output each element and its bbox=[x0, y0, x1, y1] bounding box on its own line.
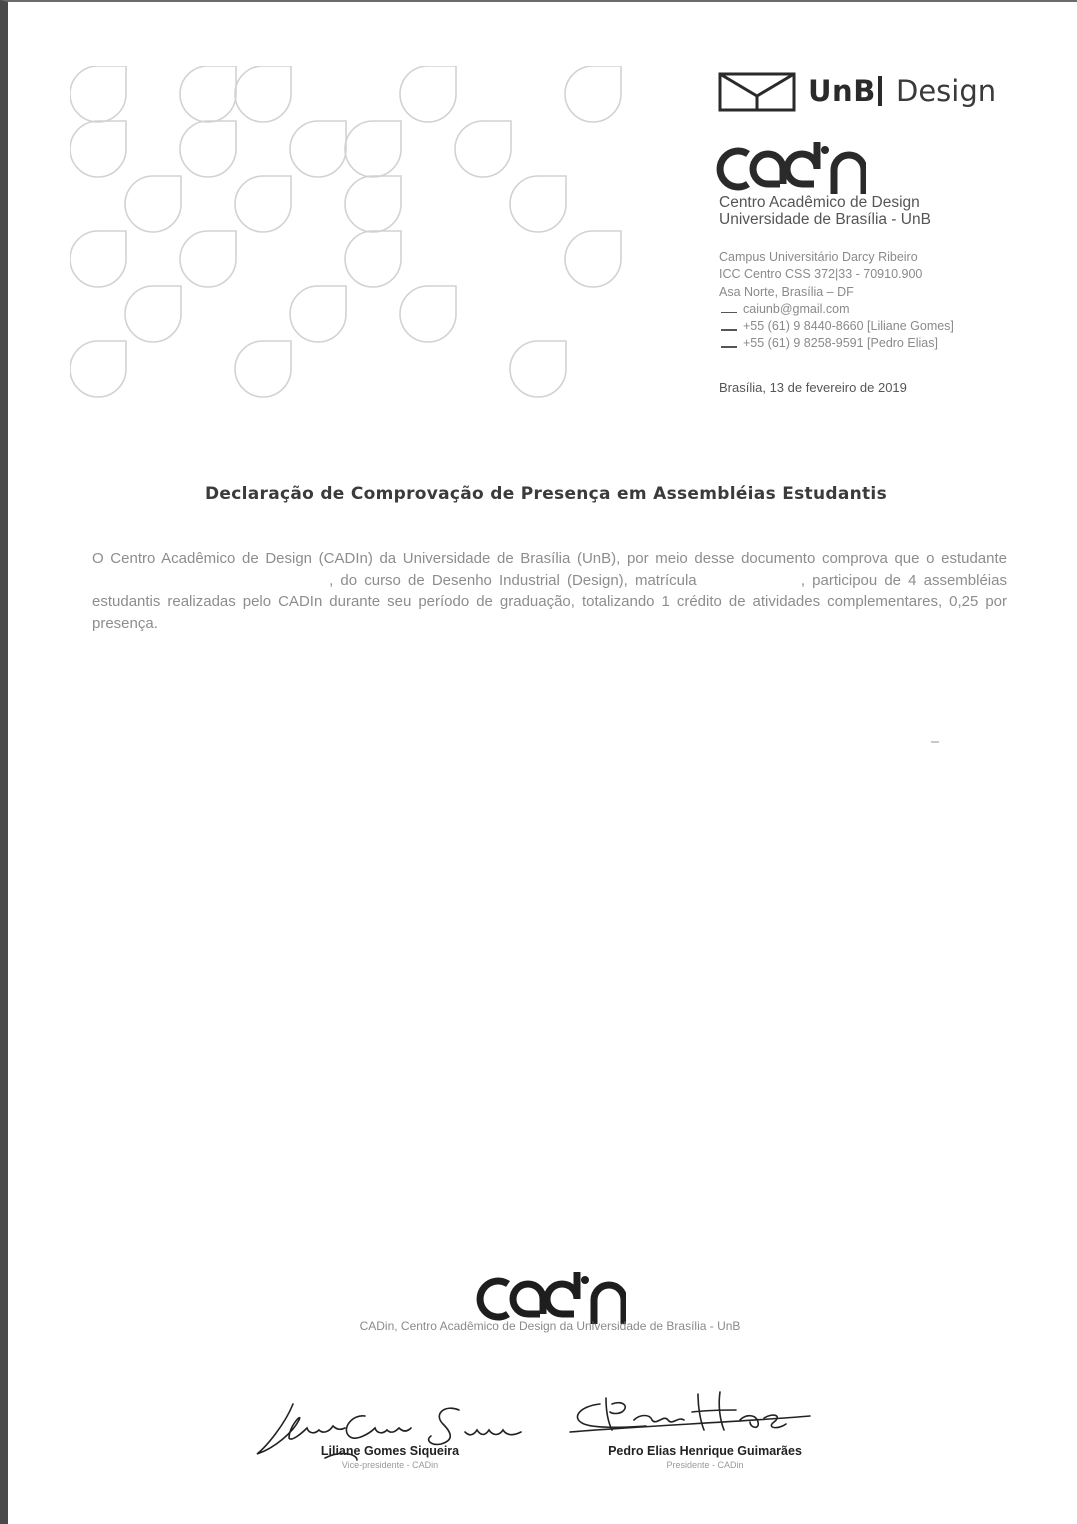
footer-cadin-logo bbox=[476, 1270, 626, 1324]
petal-shape bbox=[125, 286, 181, 342]
address-line3: Asa Norte, Brasília – DF bbox=[719, 284, 854, 299]
signature-block-pedro bbox=[560, 1384, 850, 1474]
petal-shape bbox=[510, 341, 566, 397]
body-part-2: , do curso de Desenho Industrial (Design), matrícula bbox=[329, 571, 697, 589]
petal-shape bbox=[345, 121, 401, 177]
petal-shape bbox=[180, 66, 236, 122]
petal-shape bbox=[455, 121, 511, 177]
unb-design-logo bbox=[718, 70, 1008, 114]
petal-shape bbox=[345, 176, 401, 232]
petal-shape bbox=[400, 286, 456, 342]
document-date: Brasília, 13 de fevereiro de 2019 bbox=[719, 380, 907, 395]
petal-shape bbox=[180, 121, 236, 177]
email-line: caiunb@gmail.com bbox=[719, 301, 954, 318]
petal-shape bbox=[70, 121, 126, 177]
signature-name-liliane: Liliane Gomes Siqueira bbox=[320, 1444, 460, 1458]
signature-name-pedro: Pedro Elias Henrique Guimarães bbox=[608, 1444, 802, 1458]
petal-shape bbox=[235, 341, 291, 397]
petal-shape bbox=[565, 66, 621, 122]
petal-shape bbox=[70, 231, 126, 287]
petal-shape bbox=[565, 231, 621, 287]
body-part-1: O Centro Acadêmico de Design (CADIn) da Universidade de Brasília (UnB), por meio desse documento comprova que o estudante bbox=[92, 550, 1007, 567]
petal-shape bbox=[290, 121, 346, 177]
address-block bbox=[719, 249, 954, 353]
petal-shape bbox=[235, 66, 291, 122]
signature-role-pedro: Presidente - CADin bbox=[666, 1460, 744, 1470]
organization-name-line2: Universidade de Brasília - UnB bbox=[719, 211, 931, 228]
petal-shape bbox=[70, 341, 126, 397]
petal-pattern-decoration bbox=[70, 66, 640, 416]
cadin-logo bbox=[716, 140, 866, 194]
unb-separator bbox=[878, 76, 882, 106]
document-title: Declaração de Comprovação de Presença em Assembléias Estudantis bbox=[205, 484, 887, 504]
organization-name-line1: Centro Acadêmico de Design bbox=[719, 194, 920, 211]
signature-block-liliane bbox=[245, 1384, 535, 1474]
organization-name bbox=[719, 194, 931, 228]
petal-shape bbox=[235, 176, 291, 232]
footer-caption: CADin, Centro Acadêmico de Design da Universidade de Brasília - UnB bbox=[359, 1319, 741, 1333]
unb-department: Design bbox=[896, 74, 997, 108]
petal-shape bbox=[345, 231, 401, 287]
unb-envelope-icon bbox=[718, 72, 796, 112]
petal-shape bbox=[180, 231, 236, 287]
petal-shape bbox=[70, 66, 126, 122]
phone-line-1: +55 (61) 9 8440-8660 [Liliane Gomes] bbox=[719, 318, 954, 335]
body-part-3: , participou de 4 assembléias estudantis realizadas pelo CADIn durante seu período de graduação, totalizando 1 crédito de atividades complementares, 0,25 por presença. bbox=[92, 571, 1007, 632]
petal-shape bbox=[290, 286, 346, 342]
petal-shape bbox=[400, 66, 456, 122]
petal-shape bbox=[510, 176, 566, 232]
petal-shape bbox=[125, 176, 181, 232]
signature-role-liliane: Vice-presidente - CADin bbox=[341, 1460, 439, 1470]
stray-mark bbox=[931, 741, 939, 743]
phone-line-2: +55 (61) 9 8258-9591 [Pedro Elias] bbox=[719, 335, 954, 352]
document-body bbox=[92, 548, 1007, 634]
unb-name: UnB bbox=[808, 74, 876, 108]
address-line1: Campus Universitário Darcy Ribeiro bbox=[719, 250, 918, 264]
address-line2: ICC Centro CSS 372|33 - 70910.900 bbox=[719, 267, 923, 282]
